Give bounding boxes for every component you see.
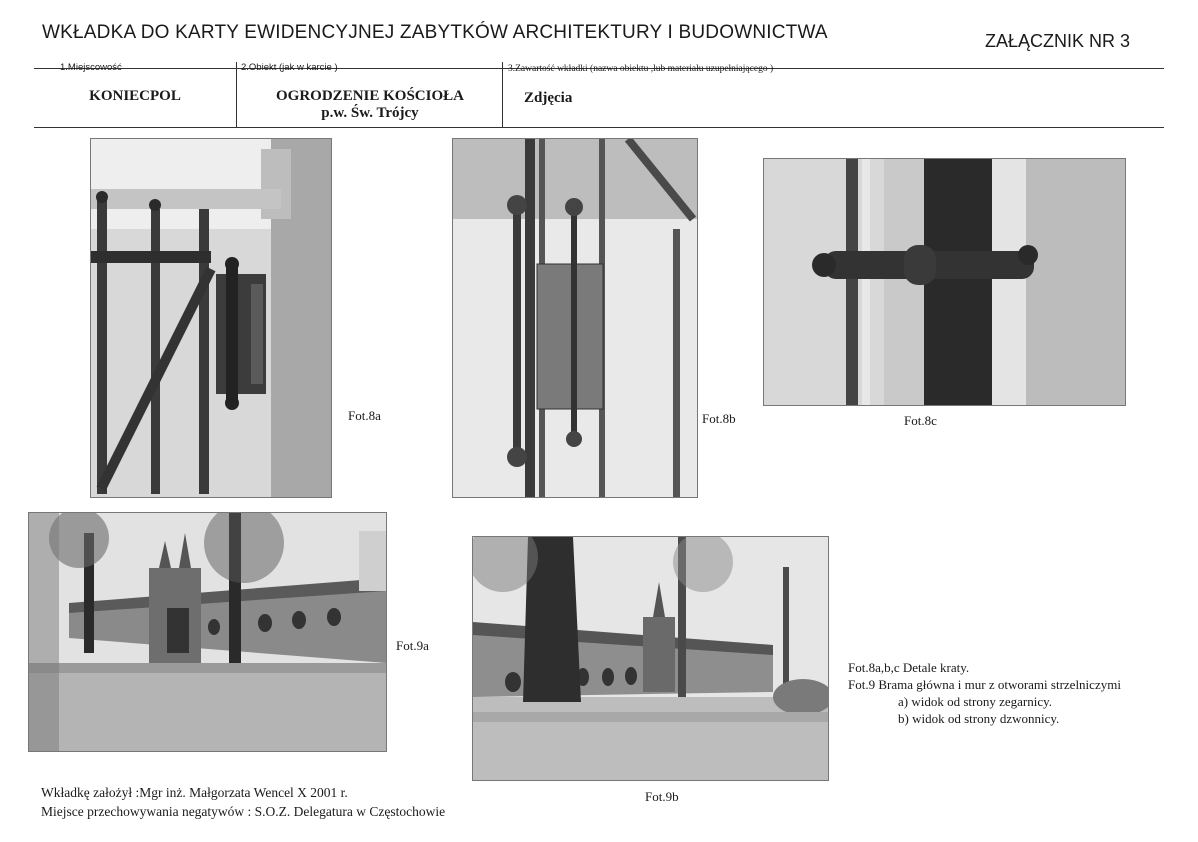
photo-8a — [90, 138, 332, 498]
photo-9b — [472, 536, 829, 781]
field-value-object: OGRODZENIE KOŚCIOŁA — [276, 88, 464, 104]
description-line-3: a) widok od strony zegarnicy. — [898, 694, 1053, 709]
photo-8c-image — [764, 159, 1125, 405]
caption-8c: Fot.8c — [904, 413, 937, 428]
field-value-contents: Zdjęcia — [524, 90, 573, 106]
field-value-object-dedication: p.w. Św. Trójcy — [321, 105, 419, 121]
caption-9a: Fot.9a — [396, 638, 429, 653]
field-value-place: KONIECPOL — [89, 88, 181, 104]
photo-8a-image — [91, 139, 331, 497]
photo-8b — [452, 138, 698, 498]
header-divider-1 — [236, 62, 237, 128]
description-line-2: Fot.9 Brama główna i mur z otworami strzelniczymi — [848, 677, 1121, 692]
description-line-4: b) widok od strony dzwonnicy. — [898, 711, 1060, 726]
field-label-object: 2.Obiekt (jak w karcie ) — [241, 62, 338, 73]
header-divider-2 — [502, 62, 503, 128]
caption-8a: Fot.8a — [348, 408, 381, 423]
header-bottom-rule — [34, 127, 1164, 128]
description-line-1: Fot.8a,b,c Detale kraty. — [848, 660, 970, 675]
field-label-place: 1.Miejscowość — [60, 62, 122, 73]
caption-8b: Fot.8b — [702, 411, 736, 426]
photo-9a-image — [29, 513, 386, 751]
photo-9a — [28, 512, 387, 752]
footer-author: Wkładkę założył :Mgr inż. Małgorzata Wencel X 2001 r. — [41, 785, 348, 800]
photo-9b-image — [473, 537, 828, 780]
photo-8b-image — [453, 139, 697, 497]
caption-9b: Fot.9b — [645, 789, 679, 804]
document-title: WKŁADKA DO KARTY EWIDENCYJNEJ ZABYTKÓW ARCHITEKTURY I BUDOWNICTWA — [42, 22, 828, 43]
annex-number: ZAŁĄCZNIK NR 3 — [985, 31, 1131, 51]
field-label-contents: 3.Zawartość wkładki (nazwa obiektu ,lub materiału uzupełniającego ) — [508, 64, 774, 74]
footer-storage: Miejsce przechowywania negatywów : S.O.Z. Delegatura w Częstochowie — [41, 804, 446, 819]
photo-8c — [763, 158, 1126, 406]
